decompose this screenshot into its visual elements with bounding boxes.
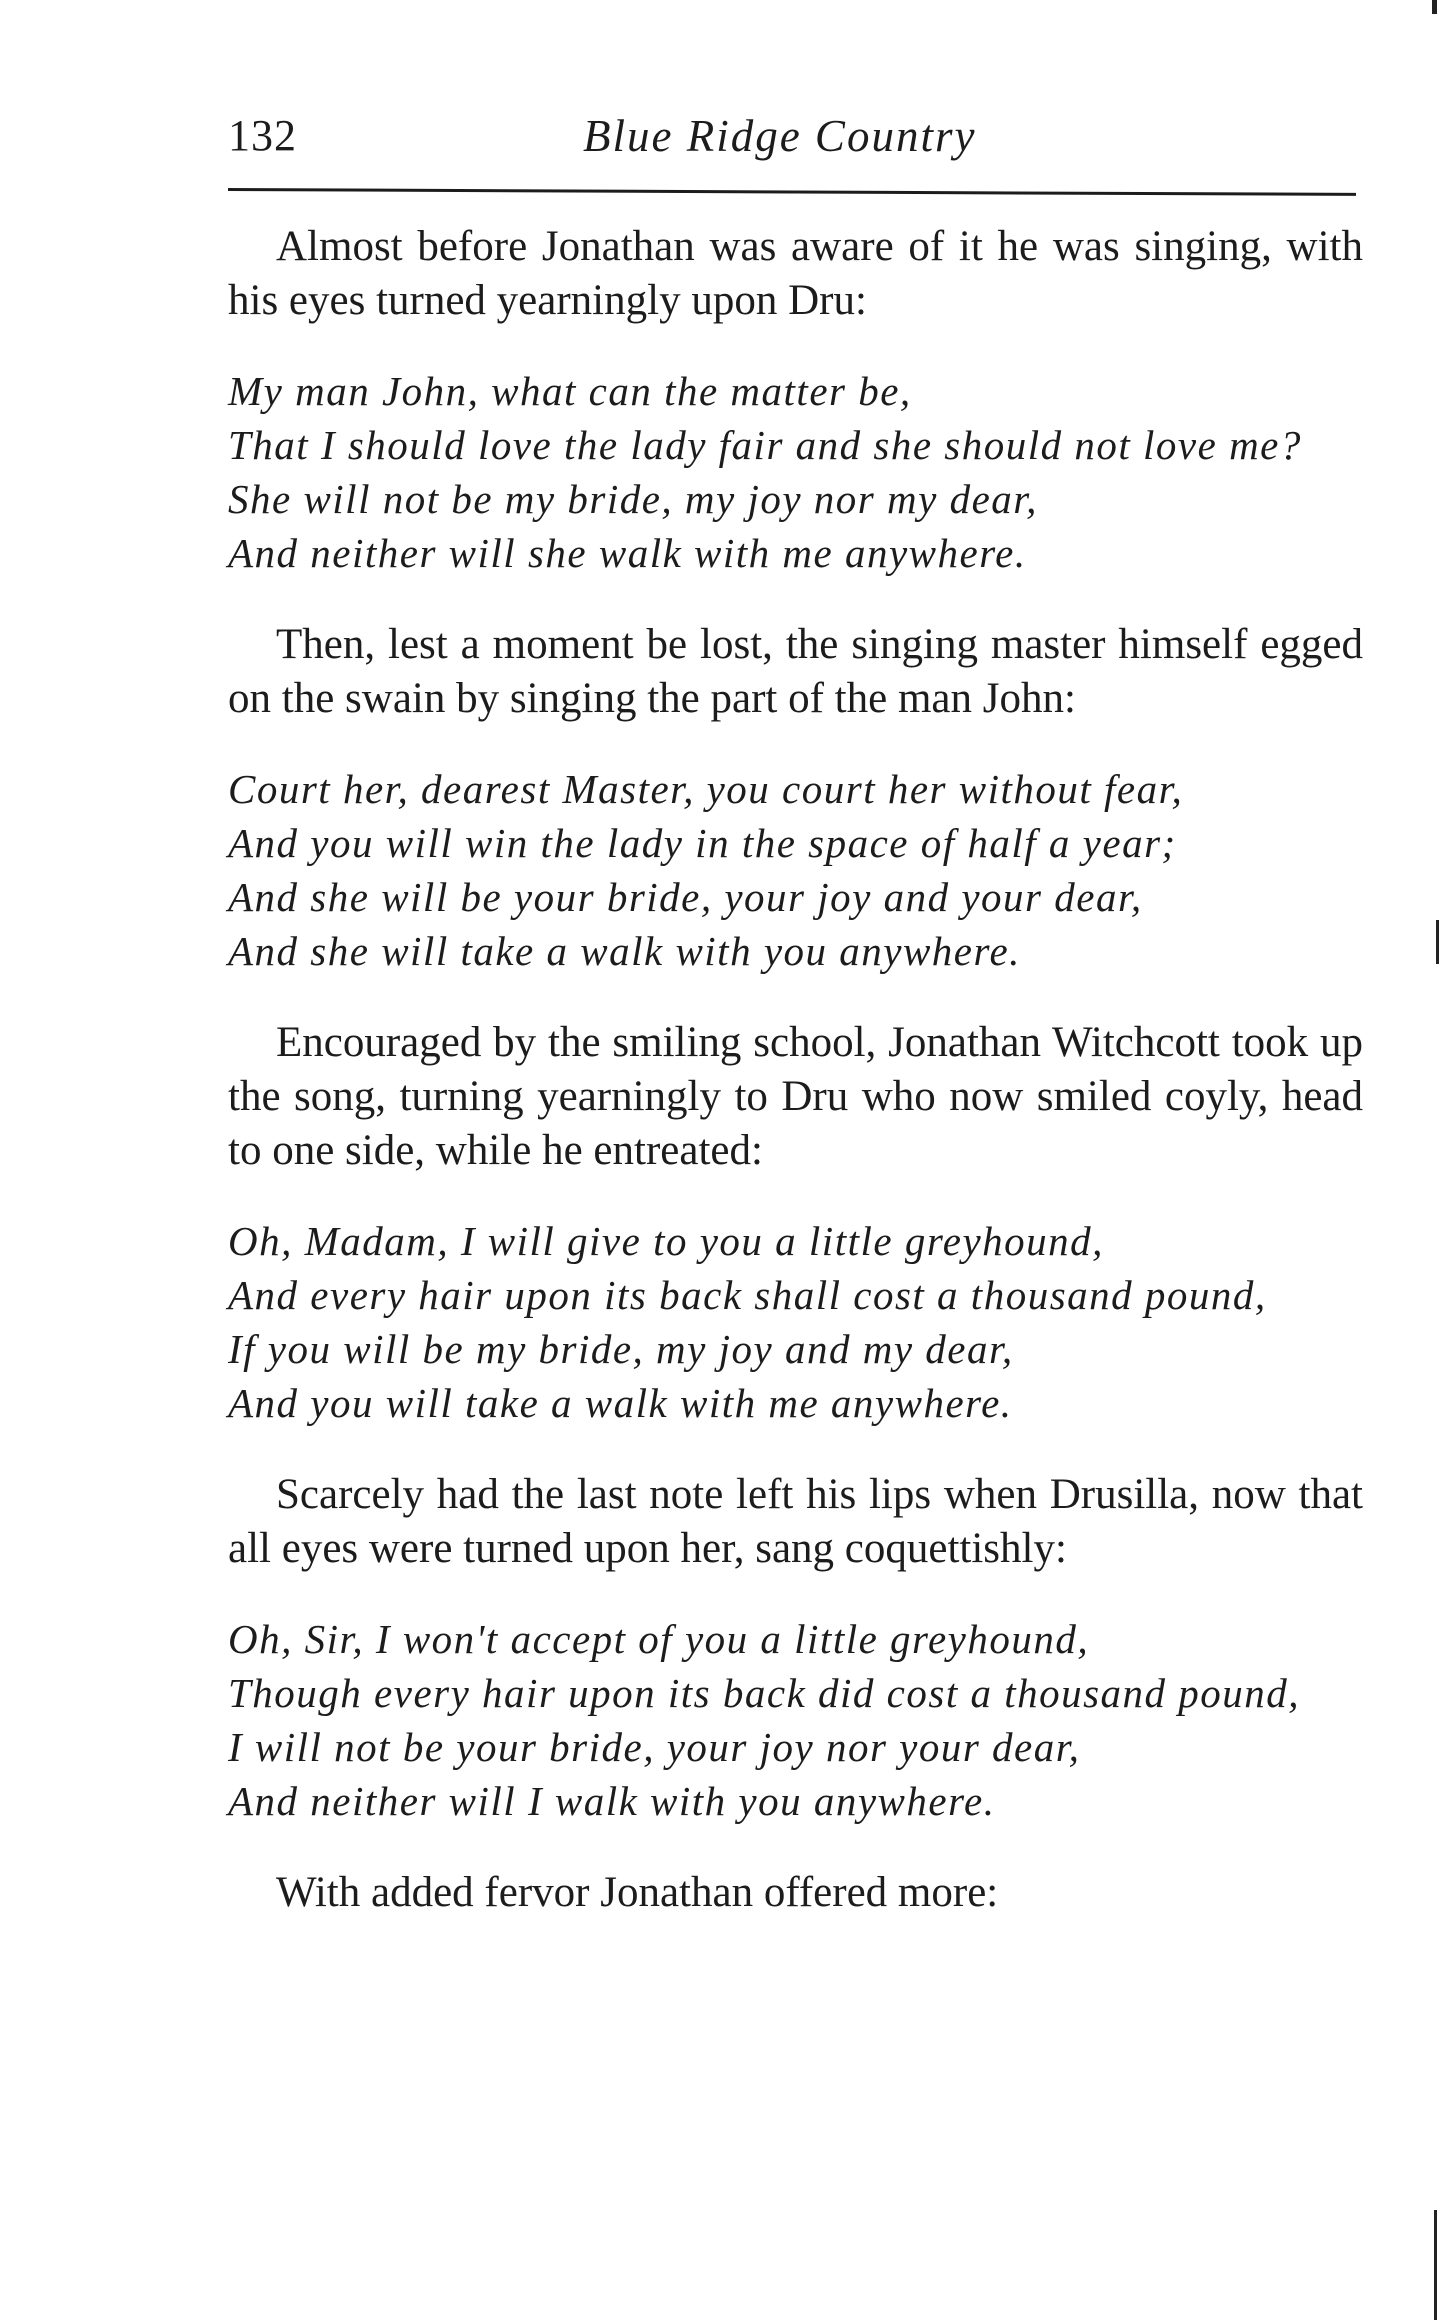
verse-line: And she will be your bride, your joy and your dear, xyxy=(228,874,1143,920)
verse-line: And you will take a walk with me anywhere. xyxy=(228,1380,1013,1426)
book-page xyxy=(228,110,1363,1916)
verse-line: And neither will she walk with me anywhere. xyxy=(228,530,1027,576)
paragraph: Then, lest a moment be lost, the singing master himself egged on the swain by singing the part of the man John: xyxy=(228,621,1363,722)
verse-line: Court her, dearest Master, you court her without fear, xyxy=(228,766,1184,812)
verse-line: And every hair upon its back shall cost a thousand pound, xyxy=(228,1272,1267,1318)
paragraph: Scarcely had the last note left his lips when Drusilla, now that all eyes were turned upon her, sang coquettishly: xyxy=(228,1471,1363,1572)
paragraph: Almost before Jonathan was aware of it he was singing, with his eyes turned yearningly upon Dru: xyxy=(228,223,1363,324)
verse-line: And she will take a walk with you anywhere. xyxy=(228,928,1021,974)
verse-stanza xyxy=(228,1214,1363,1430)
verse-line: Though every hair upon its back did cost a thousand pound, xyxy=(228,1670,1301,1716)
scan-mark xyxy=(1432,0,1437,14)
verse-line: Oh, Sir, I won't accept of you a little greyhound, xyxy=(228,1616,1090,1662)
body-text xyxy=(228,220,1363,1920)
verse-line: Oh, Madam, I will give to you a little greyhound, xyxy=(228,1218,1104,1264)
verse-stanza xyxy=(228,1612,1363,1828)
scan-mark xyxy=(1434,2210,1437,2320)
scan-mark xyxy=(1436,920,1439,964)
running-head xyxy=(228,110,1363,180)
paragraph: With added fervor Jonathan offered more: xyxy=(276,1869,999,1916)
running-title: Blue Ridge Country xyxy=(583,111,977,161)
verse-line: That I should love the lady fair and she should not love me? xyxy=(228,422,1302,468)
verse-line: She will not be my bride, my joy nor my dear, xyxy=(228,476,1038,522)
paragraph: Encouraged by the smiling school, Jonathan Witchcott took up the song, turning yearningly to Dru who now smiled coyly, head to one side, while he entreated: xyxy=(228,1019,1363,1174)
verse-line: And neither will I walk with you anywhere. xyxy=(228,1778,996,1824)
verse-line: I will not be your bride, your joy nor your dear, xyxy=(228,1724,1081,1770)
page-number: 132 xyxy=(228,111,297,160)
verse-line: And you will win the lady in the space of half a year; xyxy=(228,820,1177,866)
verse-line: My man John, what can the matter be, xyxy=(228,368,912,414)
header-rule xyxy=(228,188,1356,196)
verse-line: If you will be my bride, my joy and my dear, xyxy=(228,1326,1014,1372)
verse-stanza xyxy=(228,762,1363,978)
verse-stanza xyxy=(228,364,1363,580)
